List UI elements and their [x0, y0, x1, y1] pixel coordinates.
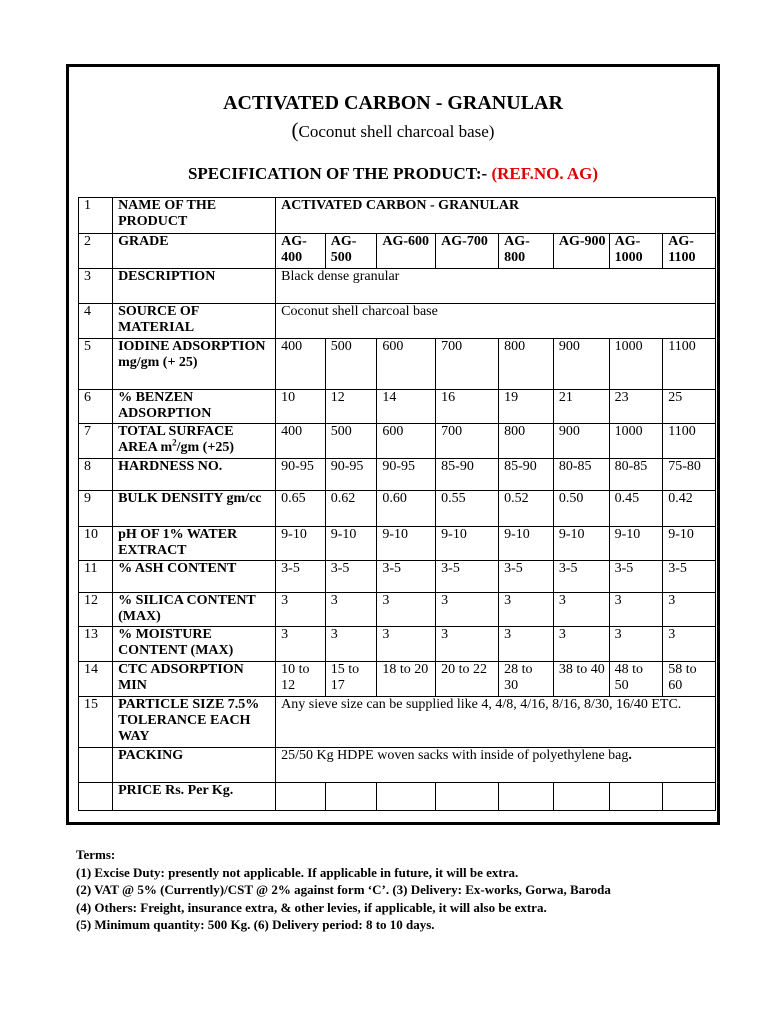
reference-number: (REF.NO. AG): [491, 164, 599, 183]
terms-line: (5) Minimum quantity: 500 Kg. (6) Delivery period: 8 to 10 days.: [76, 917, 435, 933]
table-row: [79, 662, 716, 697]
value-cell: 85-90: [499, 459, 554, 491]
row-number: 2: [79, 234, 113, 269]
table-row: [79, 269, 716, 304]
label-part: TOTAL SURFACE AREA m: [118, 424, 234, 455]
table-row: [79, 459, 716, 491]
value-cell: 18 to 20: [377, 662, 436, 697]
value-cell: 0.52: [499, 491, 554, 527]
value-cell: 20 to 22: [436, 662, 499, 697]
particle-size-value: Any sieve size can be supplied like 4, 4/8, 4/16, 8/16, 8/30, 16/40 ETC.: [276, 697, 716, 748]
table-row: [79, 561, 716, 593]
value-cell: 9-10: [609, 527, 663, 561]
specification-sheet: [66, 64, 720, 825]
value-cell: 0.45: [609, 491, 663, 527]
value-cell: 9-10: [436, 527, 499, 561]
row-number: 14: [79, 662, 113, 697]
table-row: [79, 234, 716, 269]
document-subtitle: [69, 118, 717, 143]
row-number: 3: [79, 269, 113, 304]
value-cell: 75-80: [663, 459, 716, 491]
row-number: 11: [79, 561, 113, 593]
value-cell: 3-5: [325, 561, 377, 593]
row-label: IODINE ADSORPTION mg/gm (+ 25): [113, 339, 276, 390]
row-number: 1: [79, 198, 113, 234]
table-row: [79, 627, 716, 662]
row-number: 9: [79, 491, 113, 527]
table-row: [79, 390, 716, 424]
price-cell: [609, 783, 663, 811]
row-label: % SILICA CONTENT (MAX): [113, 593, 276, 627]
grade-cell: AG-1000: [609, 234, 663, 269]
value-cell: 0.65: [276, 491, 326, 527]
value-cell: 800: [499, 339, 554, 390]
value-cell: 3: [553, 593, 609, 627]
grade-cell: AG-1100: [663, 234, 716, 269]
specification-table: [78, 197, 716, 811]
value-cell: 3: [436, 627, 499, 662]
table-row: [79, 748, 716, 783]
spec-label: SPECIFICATION OF THE PRODUCT:-: [187, 164, 492, 183]
value-cell: 21: [553, 390, 609, 424]
grade-cell: AG-500: [325, 234, 377, 269]
value-cell: 800: [499, 424, 554, 459]
value-cell: 600: [377, 424, 436, 459]
value-cell: 500: [325, 424, 377, 459]
value-cell: 3-5: [609, 561, 663, 593]
grade-cell: AG-600: [377, 234, 436, 269]
value-cell: 1000: [609, 339, 663, 390]
value-cell: 14: [377, 390, 436, 424]
value-cell: 9-10: [276, 527, 326, 561]
row-number: 15: [79, 697, 113, 748]
value-cell: 500: [325, 339, 377, 390]
value-cell: 900: [553, 424, 609, 459]
table-row: [79, 593, 716, 627]
value-cell: 3: [499, 627, 554, 662]
packing-value: [276, 748, 716, 783]
value-cell: 0.55: [436, 491, 499, 527]
row-label: SOURCE OF MATERIAL: [113, 304, 276, 339]
value-cell: 3-5: [663, 561, 716, 593]
value-cell: 28 to 30: [499, 662, 554, 697]
value-cell: 38 to 40: [553, 662, 609, 697]
row-label: % ASH CONTENT: [113, 561, 276, 593]
value-cell: 3: [553, 627, 609, 662]
price-cell: [377, 783, 436, 811]
row-number: 13: [79, 627, 113, 662]
table-row: [79, 527, 716, 561]
packing-text: 25/50 Kg HDPE woven sacks with inside of polyethylene bag: [281, 748, 629, 763]
label-part: /gm (+25): [176, 440, 234, 455]
value-cell: 1100: [663, 339, 716, 390]
terms-line: (2) VAT @ 5% (Currently)/CST @ 2% against form ‘C’. (3) Delivery: Ex-works, Gorwa, Baroda: [76, 882, 611, 898]
row-label: CTC ADSORPTION MIN: [113, 662, 276, 697]
table-row: [79, 491, 716, 527]
value-cell: 15 to 17: [325, 662, 377, 697]
table-row: [79, 424, 716, 459]
row-number: 7: [79, 424, 113, 459]
terms-section: [76, 846, 611, 934]
value-cell: 1100: [663, 424, 716, 459]
row-number: 5: [79, 339, 113, 390]
row-number: 6: [79, 390, 113, 424]
value-cell: 90-95: [276, 459, 326, 491]
row-label: GRADE: [113, 234, 276, 269]
value-cell: 90-95: [377, 459, 436, 491]
value-cell: 3: [377, 593, 436, 627]
value-cell: 80-85: [609, 459, 663, 491]
table-row: [79, 339, 716, 390]
subtitle-paren: (: [291, 118, 299, 142]
value-cell: 90-95: [325, 459, 377, 491]
value-cell: 3: [377, 627, 436, 662]
value-cell: 3: [325, 627, 377, 662]
packing-period: .: [628, 748, 632, 763]
value-cell: 12: [325, 390, 377, 424]
row-label: PARTICLE SIZE 7.5% TOLERANCE EACH WAY: [113, 697, 276, 748]
row-label: % BENZEN ADSORPTION: [113, 390, 276, 424]
row-label: [113, 424, 276, 459]
grade-cell: AG-800: [499, 234, 554, 269]
row-label: pH OF 1% WATER EXTRACT: [113, 527, 276, 561]
table-row: [79, 304, 716, 339]
value-cell: 700: [436, 339, 499, 390]
value-cell: 3: [663, 627, 716, 662]
value-cell: 3-5: [276, 561, 326, 593]
row-label: PRICE Rs. Per Kg.: [113, 783, 276, 811]
terms-heading: Terms:: [76, 847, 116, 862]
value-cell: 3: [325, 593, 377, 627]
row-number: [79, 783, 113, 811]
table-row: [79, 697, 716, 748]
value-cell: 3: [276, 627, 326, 662]
value-cell: 10: [276, 390, 326, 424]
value-cell: 58 to 60: [663, 662, 716, 697]
value-cell: 1000: [609, 424, 663, 459]
source-value: Coconut shell charcoal base: [276, 304, 716, 339]
value-cell: 16: [436, 390, 499, 424]
product-name-value: ACTIVATED CARBON - GRANULAR: [276, 198, 716, 234]
row-number: 12: [79, 593, 113, 627]
value-cell: 700: [436, 424, 499, 459]
row-label: DESCRIPTION: [113, 269, 276, 304]
value-cell: 9-10: [377, 527, 436, 561]
value-cell: 3: [276, 593, 326, 627]
row-label: % MOISTURE CONTENT (MAX): [113, 627, 276, 662]
value-cell: 3: [436, 593, 499, 627]
superscript: 2: [172, 437, 177, 448]
row-label: NAME OF THE PRODUCT: [113, 198, 276, 234]
value-cell: 3-5: [499, 561, 554, 593]
value-cell: 3: [499, 593, 554, 627]
value-cell: 600: [377, 339, 436, 390]
value-cell: 9-10: [553, 527, 609, 561]
description-value: Black dense granular: [276, 269, 716, 304]
subtitle-text: Coconut shell charcoal base): [298, 122, 495, 141]
row-label: PACKING: [113, 748, 276, 783]
value-cell: 25: [663, 390, 716, 424]
terms-line: (1) Excise Duty: presently not applicable. If applicable in future, it will be extra.: [76, 864, 519, 880]
price-cell: [663, 783, 716, 811]
price-cell: [276, 783, 326, 811]
price-cell: [436, 783, 499, 811]
row-number: 10: [79, 527, 113, 561]
value-cell: 0.50: [553, 491, 609, 527]
value-cell: 48 to 50: [609, 662, 663, 697]
value-cell: 0.60: [377, 491, 436, 527]
value-cell: 23: [609, 390, 663, 424]
terms-line: (4) Others: Freight, insurance extra, & other levies, if applicable, it will also be extra.: [76, 899, 547, 915]
document-title: ACTIVATED CARBON - GRANULAR: [223, 92, 563, 114]
value-cell: 0.42: [663, 491, 716, 527]
value-cell: 3: [609, 627, 663, 662]
value-cell: 85-90: [436, 459, 499, 491]
grade-cell: AG-900: [553, 234, 609, 269]
value-cell: 3-5: [553, 561, 609, 593]
value-cell: 9-10: [325, 527, 377, 561]
row-number: 8: [79, 459, 113, 491]
price-cell: [499, 783, 554, 811]
table-row: [79, 198, 716, 234]
row-label: HARDNESS NO.: [113, 459, 276, 491]
table-row: [79, 783, 716, 811]
value-cell: 3-5: [377, 561, 436, 593]
value-cell: 3: [609, 593, 663, 627]
price-cell: [325, 783, 377, 811]
value-cell: 10 to 12: [276, 662, 326, 697]
grade-cell: AG-700: [436, 234, 499, 269]
value-cell: 19: [499, 390, 554, 424]
value-cell: 9-10: [663, 527, 716, 561]
value-cell: 3-5: [436, 561, 499, 593]
value-cell: 80-85: [553, 459, 609, 491]
row-number: 4: [79, 304, 113, 339]
grade-cell: AG-400: [276, 234, 326, 269]
value-cell: 400: [276, 339, 326, 390]
value-cell: 9-10: [499, 527, 554, 561]
row-label: BULK DENSITY gm/cc: [113, 491, 276, 527]
value-cell: 0.62: [325, 491, 377, 527]
value-cell: 900: [553, 339, 609, 390]
row-number: [79, 748, 113, 783]
value-cell: 400: [276, 424, 326, 459]
price-cell: [553, 783, 609, 811]
value-cell: 3: [663, 593, 716, 627]
specification-heading: [69, 164, 717, 184]
